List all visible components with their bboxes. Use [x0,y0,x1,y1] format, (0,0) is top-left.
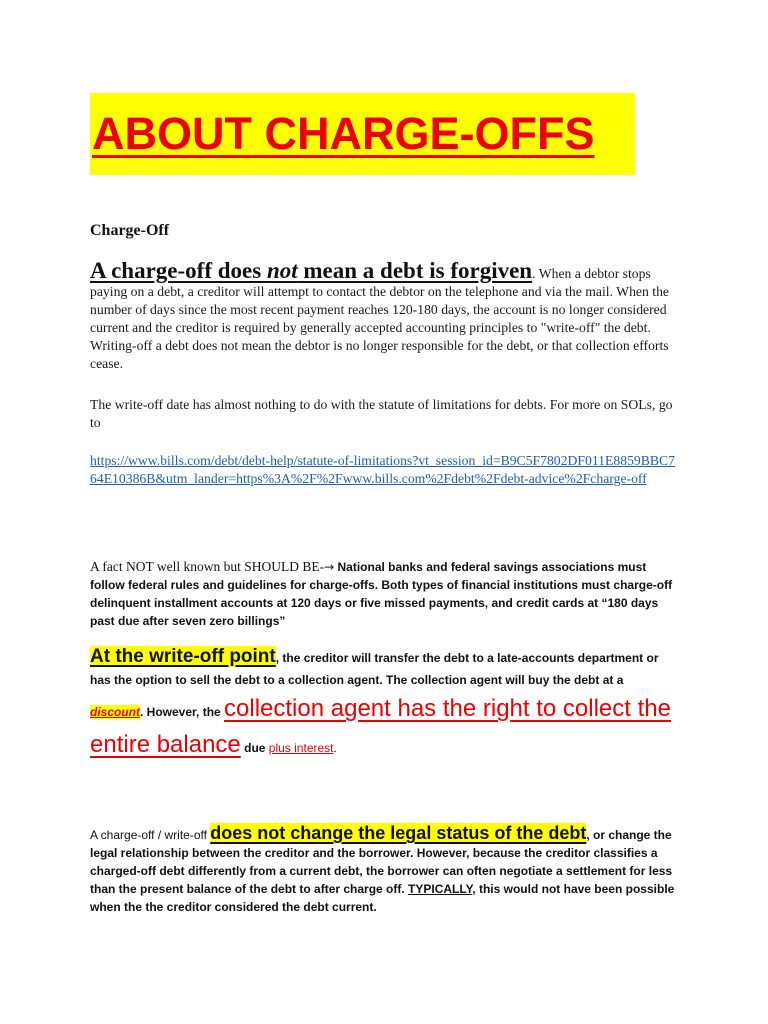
paragraph-sol: The write-off date has almost nothing to do with the statute of limitations for debts. For more on SOLs, go to [90,397,673,430]
fact-intro: A fact NOT well known but SHOULD BE- [90,559,325,574]
lead-emphasis: not [266,258,298,283]
lead-text: A charge-off does [90,258,267,283]
legal-intro: A charge-off / write-off [90,828,211,842]
lead-text-end: mean a debt is forgiven [297,258,533,283]
however-text: . However, the [140,705,225,719]
highlight-write-off-point: At the write-off point [90,646,276,667]
legal-body-end: , this would not have been possible when the the creditor considered the debt current. [90,882,675,914]
page-title: ABOUT CHARGE-OFFS [92,108,595,159]
lead-sentence [90,258,532,283]
highlight-legal-status: does not change the legal status of the debt [210,823,587,843]
paragraph-fact [90,558,680,630]
red-emphasis-collection: collection agent has the right to collect the entire balance [90,695,671,758]
discount-highlight: discount [90,705,140,719]
plus-interest-text: plus interest [268,741,334,755]
paragraph-charge-off-intro [90,258,680,373]
due-text: due [240,741,269,755]
typically-emphasis: TYPICALLY [408,882,473,896]
period-text: . [333,741,337,755]
paragraph-legal-status [90,824,680,916]
sol-link[interactable]: https://www.bills.com/debt/debt-help/statute-of-limitations?vt_session_id=B9C5F7802DF011E8859BBC764E10386B&utm_lander=https%3A%2F%2Fwww.bills.com%2Fdebt%2Fdebt-advice%2Fcharge-off [90,453,675,486]
write-off-text: , the creditor will transfer the debt to a late-accounts department or has the option to sell the debt to a collection agent. The collection agent will buy the debt at a [90,651,659,687]
section-subheading: Charge-Off [90,222,170,239]
fact-body: National banks and federal savings associations must follow federal rules and guidelines for charge-offs. Both types of financial institutions must charge-off delinquent installment accounts at 120 days or five missed payments, and credit cards at “180 days past due after seven zero billings” [90,560,673,628]
arrow-icon: → [324,560,335,574]
legal-body: , or change the legal relationship between the creditor and the borrower. However, because the creditor classifies a charged-off debt differently from a current debt, the borrower can often negotiate a settlement for less than the present balance of the debt to after charge off. [90,828,673,896]
paragraph-write-off-point [90,646,680,763]
paragraph-body: . When a debtor stops paying on a debt, a creditor will attempt to contact the debtor on the telephone and via the mail. When the number of days since the most recent payment reaches 120-180 days, the account is no longer considered current and the creditor is required by generally accepted accounting principles to "write-off" the debt. Writing-off a debt does not mean the debtor is no longer responsible for the debt, or that collection efforts cease. [90,266,669,371]
